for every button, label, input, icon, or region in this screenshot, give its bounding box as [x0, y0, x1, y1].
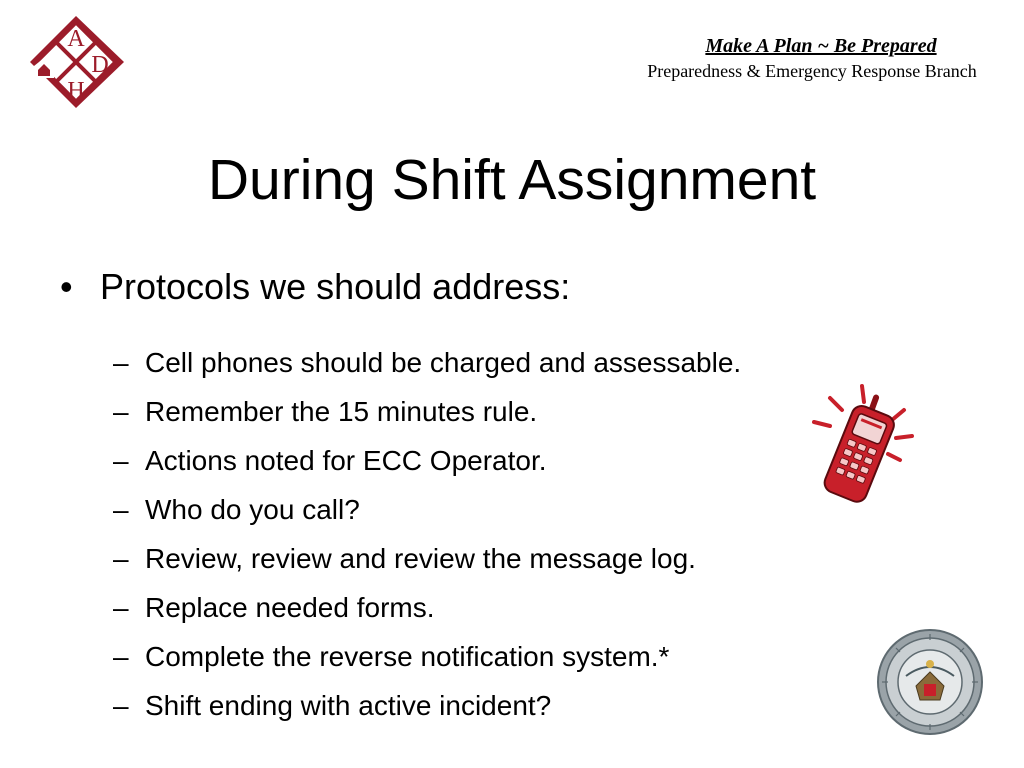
logo-letter-h: H — [67, 78, 85, 104]
state-seal-icon — [876, 628, 984, 736]
list-item: – Replace needed forms. — [113, 592, 435, 623]
adh-logo — [28, 14, 128, 110]
header-branding — [632, 34, 992, 84]
ringing-cell-phone-icon — [800, 380, 920, 510]
tagline: Make A Plan ~ Be Prepared — [705, 35, 937, 57]
logo-letter-a: A — [67, 26, 85, 52]
list-item: – Who do you call? — [113, 494, 360, 525]
list-item: – Cell phones should be charged and assessable. — [113, 347, 742, 378]
main-bullet-text: Protocols we should address: — [100, 266, 571, 307]
list-item-text: Actions noted for ECC Operator. — [145, 445, 547, 476]
list-item-text: Shift ending with active incident? — [145, 690, 552, 721]
list-item: – Review, review and review the message log. — [113, 543, 696, 574]
logo-letter-d: D — [91, 52, 109, 78]
slide-title: During Shift Assignment — [207, 148, 817, 212]
list-item-text: Who do you call? — [145, 494, 360, 525]
sub-bullet-list — [113, 338, 741, 730]
list-item: – Actions noted for ECC Operator. — [113, 445, 547, 476]
list-item: – Complete the reverse notification system.* — [113, 641, 670, 672]
list-item: – Shift ending with active incident? — [113, 690, 552, 721]
list-item-text: Replace needed forms. — [145, 592, 435, 623]
list-item-text: Remember the 15 minutes rule. — [145, 396, 538, 427]
list-item-text: Review, review and review the message log. — [145, 543, 696, 574]
list-item-text: Complete the reverse notification system.* — [145, 641, 670, 672]
list-item-text: Cell phones should be charged and assessable. — [145, 347, 742, 378]
main-bullet — [60, 262, 570, 312]
list-item: – Remember the 15 minutes rule. — [113, 396, 538, 427]
branch-name: Preparedness & Emergency Response Branch — [647, 61, 977, 81]
bullet-dot: • — [60, 266, 73, 307]
